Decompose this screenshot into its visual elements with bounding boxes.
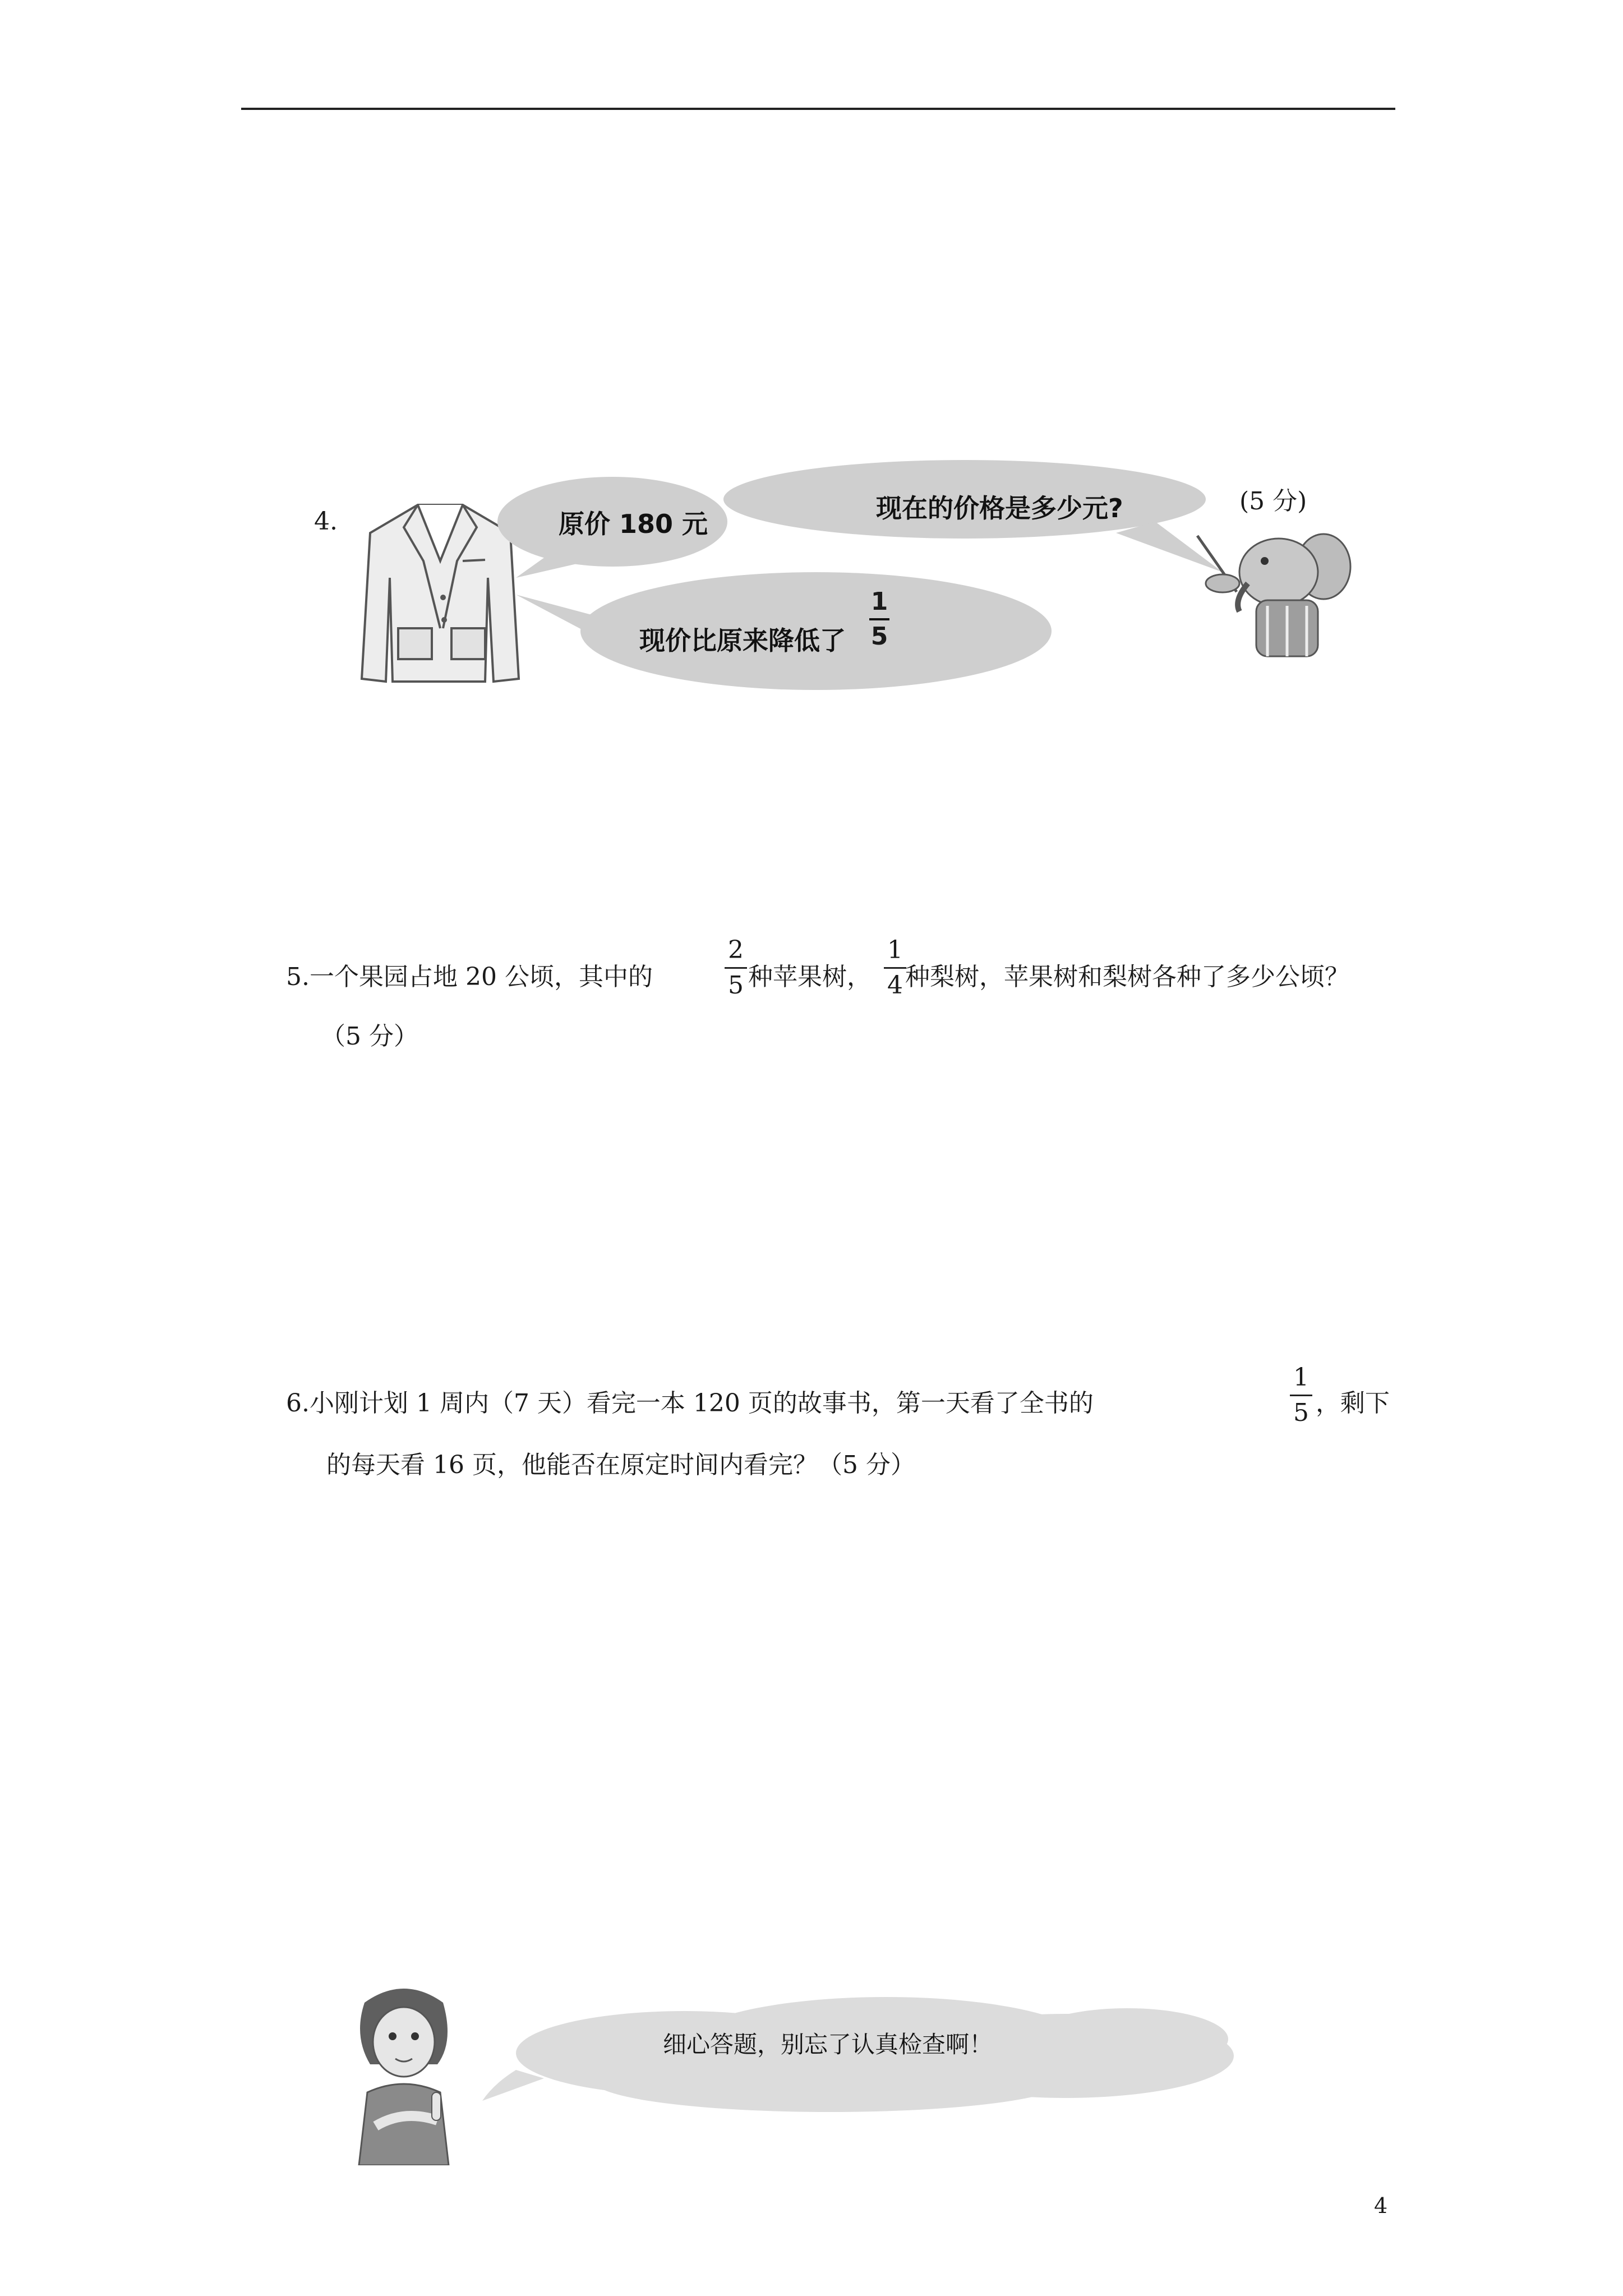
header-rule <box>241 108 1395 110</box>
fraction-numerator: 1 <box>870 587 888 616</box>
question-6-line-1-text: 小刚计划 1 周内（7 天）看完一本 120 页的故事书，第一天看了全书的 <box>309 1389 1094 1418</box>
question-5-part-1: 一个果园占地 20 公顷，其中的 <box>309 963 653 991</box>
elephant-teacher-illustration <box>1195 527 1352 662</box>
question-6-line-1 <box>286 1387 1094 1420</box>
fraction-denominator: 5 <box>870 622 888 651</box>
cloud-text: 细心答题，别忘了认真检查啊！ <box>663 2031 993 2058</box>
girl-illustration <box>342 1980 465 2165</box>
question-6-line-1-end: ，剩下 <box>1316 1389 1390 1418</box>
question-5-number: 5. <box>286 963 310 991</box>
question-5-line-1 <box>286 960 653 994</box>
fraction-bar <box>725 967 747 969</box>
page-number: 4 <box>1374 2193 1388 2218</box>
fraction-bar <box>1290 1395 1312 1396</box>
question-6-number: 6. <box>286 1389 310 1418</box>
bubble-original-price: 原价 180 元 <box>559 509 708 539</box>
question-4-score: (5 分) <box>1239 487 1307 516</box>
question-5-part-3: 种梨树，苹果树和梨树各种了多少公顷？ <box>905 963 1349 991</box>
fraction-denominator: 5 <box>728 971 744 1000</box>
fraction-denominator: 4 <box>887 971 903 1000</box>
fraction-denominator: 5 <box>1293 1398 1309 1427</box>
question-5-fraction-1 <box>719 935 753 1001</box>
question-5-score: （5 分） <box>321 1022 418 1051</box>
question-6-line-2: 的每天看 16 页，他能否在原定时间内看完？（5 分） <box>326 1451 915 1479</box>
question-6-fraction <box>1284 1362 1318 1429</box>
question-5-part-2: 种苹果树， <box>748 963 872 991</box>
fraction-numerator: 2 <box>728 936 744 964</box>
bubble-discount-text: 现价比原来降低了 <box>639 625 846 656</box>
fraction-numerator: 1 <box>887 936 903 964</box>
fraction-bar <box>884 967 906 969</box>
fraction-numerator: 1 <box>1293 1363 1309 1392</box>
bubble-discount-fraction <box>866 587 893 652</box>
fraction-bar <box>869 618 889 620</box>
bubble-question: 现在的价格是多少元? <box>876 493 1123 523</box>
question-4-number: 4. <box>314 507 338 536</box>
